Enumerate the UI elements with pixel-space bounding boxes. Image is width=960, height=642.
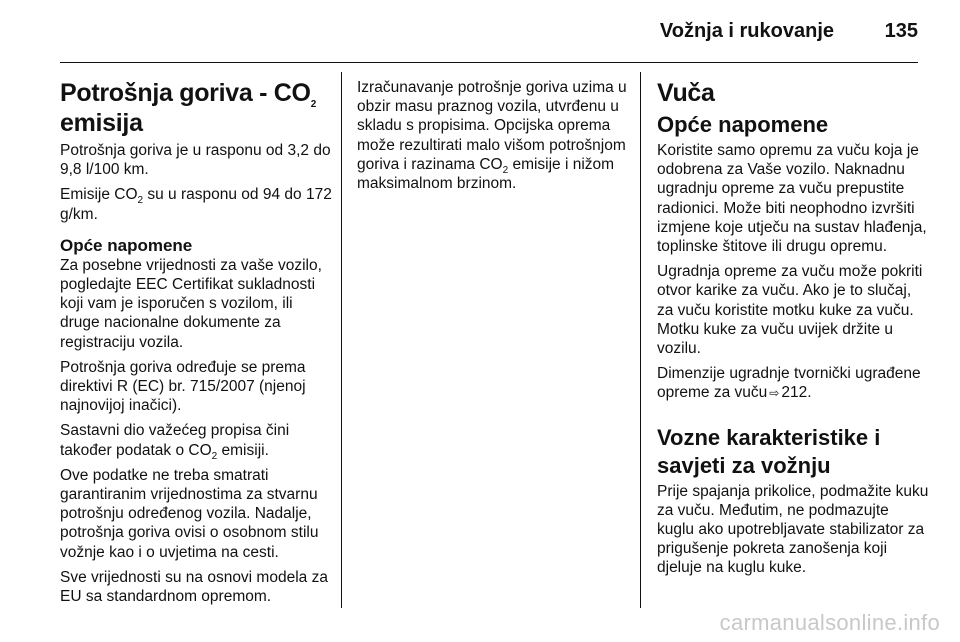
watermark: carmanualsonline.info <box>719 610 940 635</box>
column-divider <box>640 72 641 608</box>
page-reference-icon: ⇨ <box>769 386 780 401</box>
paragraph: Prije spajanja prikolice, podmažite kuku za vuču. Međutim, ne podmazujte kuglu ako upotrebljavate stabilizator za prigušenje pokreta zanošenja koji djeluje na kuglu kuke. <box>657 482 929 577</box>
heading-driving-characteristics: Vozne karakteristike i savjeti za vožnju <box>657 424 881 478</box>
column-divider <box>341 72 342 608</box>
subheading-general-notes: Opće napomene <box>657 112 829 137</box>
page-number: 135 <box>884 20 918 42</box>
column-left <box>60 78 332 612</box>
paragraph: Za posebne vrijednosti za vaše vozilo, pogledajte EEC Certifikat sukladnosti koji vam je isporučen s vozilom, ili druge nacionalne dokumente za registraciju vozila. <box>60 256 322 351</box>
paragraph: Sastavni dio važećeg propisa čini također podatak o $CO_2$ emisiji. <box>60 422 290 462</box>
section-title: Vožnja i rukovanje <box>659 20 834 42</box>
heading-fuel-consumption: Potrošnja goriva - $CO_2$ emisija <box>60 79 316 137</box>
paragraph: Potrošnja goriva određuje se prema direktivi R (EC) br. 715/2007 (njenoj najnovijoj inačici). <box>60 358 306 415</box>
paragraph: Potrošnja goriva je u rasponu od 3,2 do 9,8 l/100 km. <box>60 142 331 179</box>
page-reference-link[interactable]: 212. <box>781 384 812 402</box>
paragraph: Ove podatke ne treba smatrati garantiranim vrijednostima za stvarnu potrošnju određenog vozila. Nadalje, potrošnja goriva ovisi o osobnom stilu vožnje kao i o uvjetima na cesti. <box>60 466 319 561</box>
heading-towing: Vuča <box>657 79 715 107</box>
paragraph: Dimenzije ugradnje tvornički ugrađene opreme za vuču ⇨ 212. <box>657 364 929 403</box>
column-middle <box>357 78 629 199</box>
subheading-general-notes: Opće napomene <box>60 235 193 255</box>
paragraph: Koristite samo opremu za vuču koja je odobrena za Vaše vozilo. Naknadnu ugradnju opreme za vuču prepustite radionici. Može biti neophodno izvršiti izmjene koje utječu na sustav hlađenja, toplinske štitove ili drugu opremu. <box>657 142 927 256</box>
paragraph: Ugradnja opreme za vuču može pokriti otvor karike za vuču. Ako je to slučaj, za vuču koristite motku kuke za vuču. Motku kuke za vuču uvijek držite u vozilu. <box>657 263 923 358</box>
page-header <box>60 0 918 63</box>
column-right <box>657 78 929 584</box>
paragraph: Emisije $CO_2$ su u rasponu od 94 do 172 g/km. <box>60 186 332 223</box>
paragraph: Izračunavanje potrošnje goriva uzima u obzir masu praznog vozila, utvrđenu u skladu s propisima. Opcijska oprema može rezultirati malo višom potrošnjom goriva i razinama $CO_2$ emisije i nižom maksimalnom brzinom. <box>357 79 627 193</box>
paragraph: Sve vrijednosti su na osnovi modela za EU sa standardnom opremom. <box>60 568 328 606</box>
